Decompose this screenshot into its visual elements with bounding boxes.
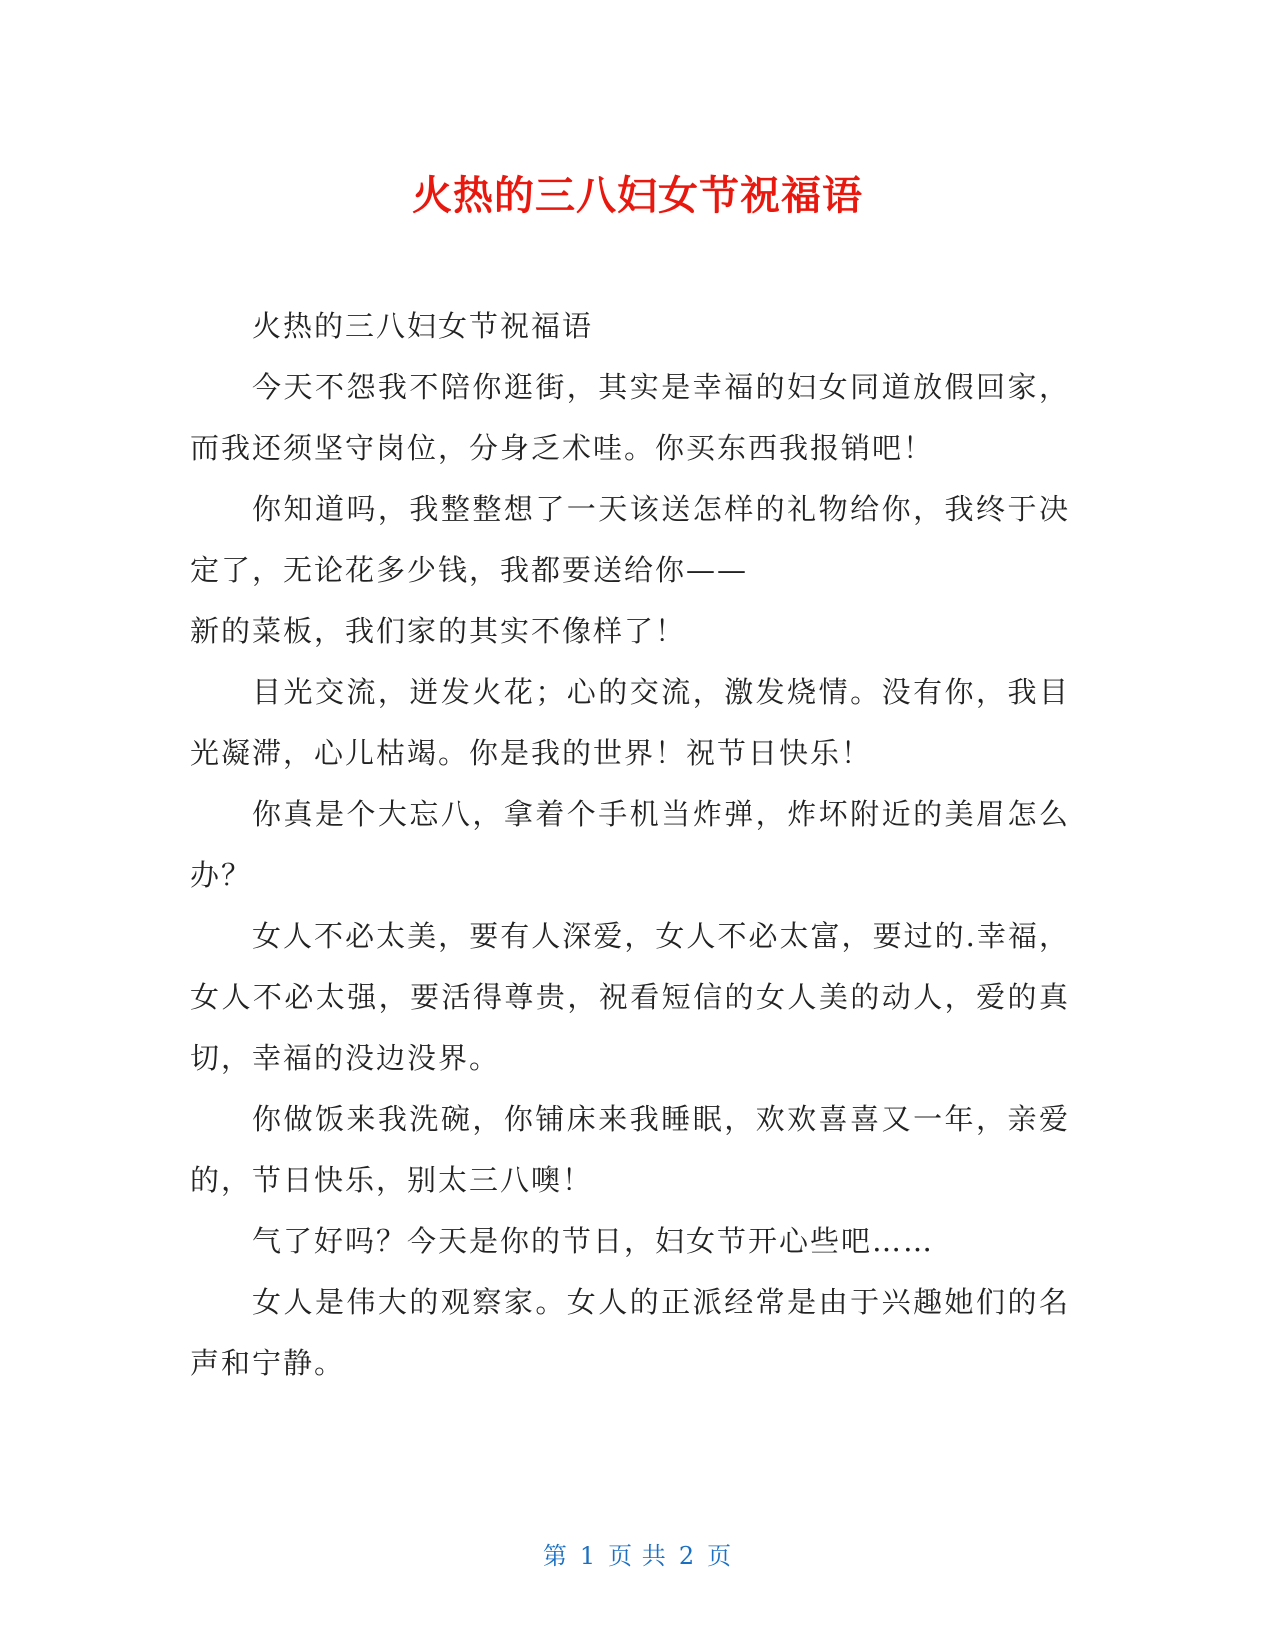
footer-suffix: 页 — [707, 1542, 733, 1570]
footer-mid: 页 共 — [608, 1542, 667, 1570]
current-page-number: 1 — [579, 1542, 597, 1570]
footer-prefix: 第 — [542, 1542, 568, 1570]
paragraph: 女人不必太美，要有人深爱，女人不必太富，要过的.幸福，女人不必太强，要活得尊贵，祝看短信的女人美的动人，爱的真切，幸福的没边没界。 — [190, 919, 1070, 1075]
paragraph: 你知道吗，我整整想了一天该送怎样的礼物给你，我终于决定了，无论花多少钱，我都要送给你—— — [190, 492, 1070, 587]
paragraph: 气了好吗？今天是你的节日，妇女节开心些吧…… — [252, 1224, 935, 1258]
paragraph: 今天不怨我不陪你逛街，其实是幸福的妇女同道放假回家，而我还须坚守岗位，分身乏术哇。你买东西我报销吧！ — [190, 370, 1070, 465]
document-body — [190, 296, 1070, 1394]
page-number-footer — [0, 1540, 1275, 1572]
total-pages-number: 2 — [678, 1542, 696, 1570]
paragraph: 你真是个大忘八，拿着个手机当炸弹，炸坏附近的美眉怎么办？ — [190, 797, 1070, 892]
paragraph: 目光交流，迸发火花；心的交流，激发烧情。没有你，我目光凝滞，心儿枯竭。你是我的世界！祝节日快乐！ — [190, 675, 1070, 770]
document-title: 火热的三八妇女节祝福语 — [412, 173, 863, 219]
paragraph: 女人是伟大的观察家。女人的正派经常是由于兴趣她们的名声和宁静。 — [190, 1285, 1070, 1380]
paragraph: 你做饭来我洗碗，你铺床来我睡眠，欢欢喜喜又一年，亲爱的，节日快乐，别太三八噢！ — [190, 1102, 1070, 1197]
paragraph-continuation: 新的菜板，我们家的其实不像样了！ — [190, 614, 687, 648]
paragraph-heading: 火热的三八妇女节祝福语 — [252, 309, 594, 343]
